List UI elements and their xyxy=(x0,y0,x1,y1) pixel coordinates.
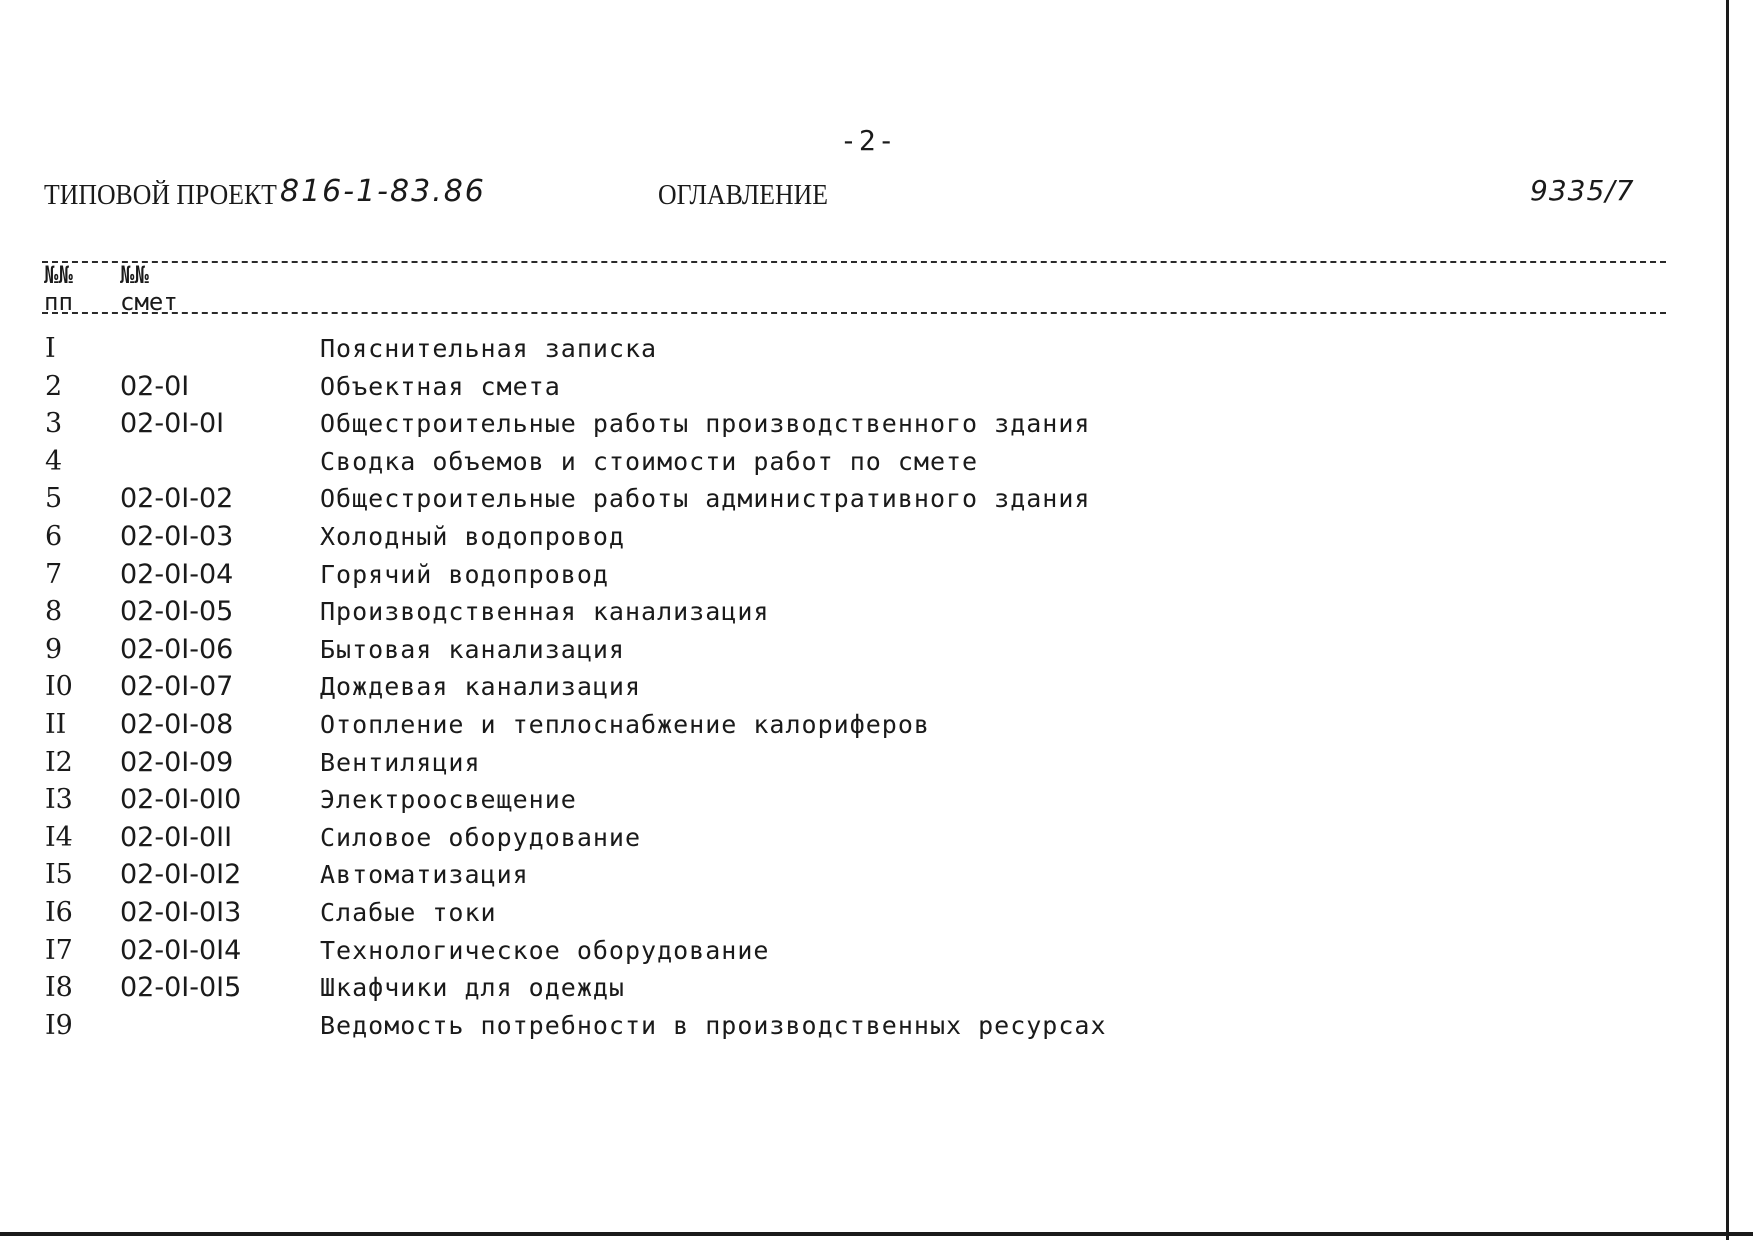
toc-row xyxy=(0,781,1753,819)
toc-row-title: Вентиляция xyxy=(320,747,481,777)
toc-row-title: Электроосвещение xyxy=(320,785,577,815)
toc-row-estimate-code: 02-0I-08 xyxy=(120,708,234,740)
toc-row-estimate-code: 02-0I-09 xyxy=(120,746,234,778)
toc-row-title: Бытовая канализация xyxy=(320,634,625,664)
toc-row xyxy=(0,969,1753,1007)
toc-row xyxy=(0,593,1753,631)
column-header-estimate-line1: №№ xyxy=(120,261,149,289)
toc-row-number: 3 xyxy=(45,408,63,440)
toc-row-estimate-code: 02-0I-06 xyxy=(120,633,234,665)
toc-row-number: I5 xyxy=(45,859,73,891)
column-header-number xyxy=(44,262,73,316)
toc-row-number: II xyxy=(45,708,67,740)
toc-row-number: I xyxy=(45,333,56,364)
toc-row-title: Сводка объемов и стоимости работ по смете xyxy=(320,446,979,476)
project-number: 816-1-83.86 xyxy=(280,174,486,209)
toc-row-title: Пояснительная записка xyxy=(320,334,658,363)
toc-row-number: 2 xyxy=(45,370,63,402)
toc-row-title: Общестроительные работы административного здания xyxy=(320,484,1091,514)
toc-row-title: Объектная смета xyxy=(320,371,561,401)
toc-row-number: 8 xyxy=(45,596,63,628)
toc-row-number: I7 xyxy=(45,934,73,966)
toc-row-estimate-code: 02-0I-05 xyxy=(120,596,234,628)
toc-row-number: 5 xyxy=(45,483,63,515)
header-label: ТИПОВОЙ ПРОЕКТ xyxy=(44,180,277,211)
toc-row xyxy=(0,856,1753,894)
toc-row-title: Дождевая канализация xyxy=(320,672,642,702)
toc-row xyxy=(0,668,1753,706)
toc-row-estimate-code: 02-0I-02 xyxy=(120,483,234,515)
table-of-contents xyxy=(0,330,1753,1044)
column-header-number-line2: пп xyxy=(44,288,73,316)
toc-row-number: 7 xyxy=(45,558,63,590)
toc-row-estimate-code: 02-0I-0I0 xyxy=(120,784,242,816)
toc-row-estimate-code: 02-0I xyxy=(120,370,190,402)
toc-row-number: 4 xyxy=(45,445,63,477)
toc-row xyxy=(0,518,1753,556)
toc-row xyxy=(0,556,1753,594)
toc-row xyxy=(0,706,1753,744)
toc-row-title: Силовое оборудование xyxy=(320,822,642,852)
toc-row xyxy=(0,405,1753,443)
toc-row xyxy=(0,480,1753,518)
toc-row-title: Автоматизация xyxy=(320,860,529,890)
document-title: ОГЛАВЛЕНИЕ xyxy=(658,180,828,211)
toc-row-number: 9 xyxy=(45,633,63,665)
toc-row-title: Производственная канализация xyxy=(320,597,770,627)
toc-row xyxy=(0,443,1753,481)
toc-row-estimate-code: 02-0I-0II xyxy=(120,821,233,853)
toc-row xyxy=(0,1007,1753,1045)
toc-row-title: Отопление и теплоснабжение калориферов xyxy=(320,709,930,739)
toc-row xyxy=(0,744,1753,782)
column-header-estimate xyxy=(120,262,178,316)
toc-row xyxy=(0,932,1753,970)
toc-row-number: I2 xyxy=(45,746,73,778)
toc-row-number: I9 xyxy=(45,1009,73,1041)
toc-row-estimate-code: 02-0I-0I5 xyxy=(120,972,242,1004)
toc-row-number: I0 xyxy=(45,671,73,703)
toc-row-estimate-code: 02-0I-0I xyxy=(120,408,225,440)
toc-row-number: I4 xyxy=(45,821,73,853)
header-rule-bottom xyxy=(42,312,1666,314)
scan-bottom-line xyxy=(0,1232,1753,1236)
document-code: 9335/7 xyxy=(1530,174,1635,207)
toc-row-estimate-code: 02-0I-0I3 xyxy=(120,896,242,928)
toc-row-title: Шкафчики для одежды xyxy=(320,973,625,1003)
toc-row-title: Горячий водопровод xyxy=(320,559,609,589)
toc-row xyxy=(0,330,1753,368)
toc-row-number: I3 xyxy=(45,784,73,816)
toc-row-title: Ведомость потребности в производственных ресурсах xyxy=(320,1010,1107,1040)
toc-row-title: Холодный водопровод xyxy=(320,521,625,551)
toc-row-number: 6 xyxy=(45,520,63,552)
column-header-number-line1: №№ xyxy=(44,261,73,289)
toc-row-estimate-code: 02-0I-0I4 xyxy=(120,934,242,966)
toc-row-estimate-code: 02-0I-04 xyxy=(120,558,234,590)
header-rule-top xyxy=(42,261,1666,263)
toc-row-estimate-code: 02-0I-07 xyxy=(120,671,234,703)
toc-row-number: I6 xyxy=(45,896,73,928)
toc-row-title: Слабые токи xyxy=(320,897,497,927)
scan-edge-line xyxy=(1726,0,1729,1240)
toc-row-estimate-code: 02-0I-0I2 xyxy=(120,859,242,891)
toc-row-title: Общестроительные работы производственного здания xyxy=(320,409,1091,439)
toc-row xyxy=(0,631,1753,669)
toc-row xyxy=(0,368,1753,406)
page-number: -2- xyxy=(840,124,897,157)
toc-row-estimate-code: 02-0I-03 xyxy=(120,520,234,552)
column-header-estimate-line2: смет xyxy=(120,288,178,316)
toc-row xyxy=(0,819,1753,857)
toc-row-number: I8 xyxy=(45,972,73,1004)
toc-row-title: Технологическое оборудование xyxy=(320,935,770,965)
toc-row xyxy=(0,894,1753,932)
